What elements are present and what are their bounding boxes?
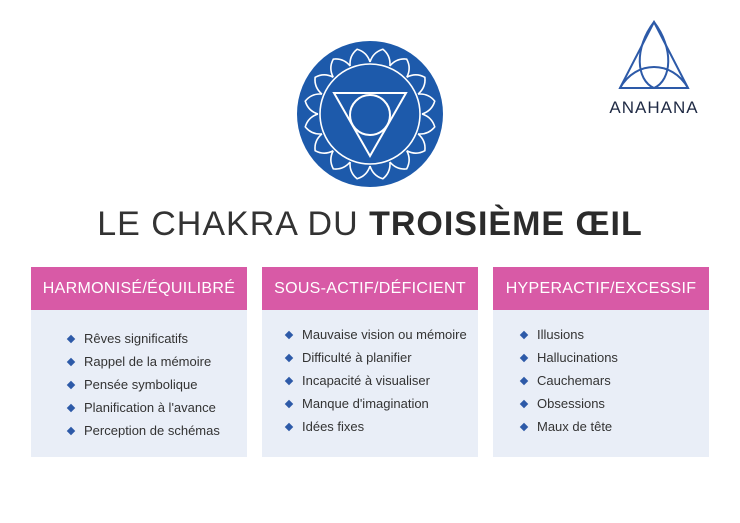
list-item xyxy=(286,369,478,392)
list-item xyxy=(68,327,247,350)
list-item-text: Pensée symbolique xyxy=(84,377,198,392)
list-item-text: Cauchemars xyxy=(537,373,611,388)
list-item xyxy=(521,392,709,415)
diamond-bullet-icon xyxy=(285,399,293,407)
panel-list xyxy=(493,323,709,438)
list-item xyxy=(521,346,709,369)
diamond-bullet-icon xyxy=(520,422,528,430)
logo-text: ANAHANA xyxy=(609,98,699,117)
list-item xyxy=(286,415,478,438)
list-item-text: Obsessions xyxy=(537,396,605,411)
list-item xyxy=(68,396,247,419)
list-item-text: Idées fixes xyxy=(302,419,365,434)
trinity-knot-icon xyxy=(616,18,692,94)
list-item-text: Rappel de la mémoire xyxy=(84,354,212,369)
panel-header: HARMONISÉ/ÉQUILIBRÉ xyxy=(31,267,247,310)
panel-header: HYPERACTIF/EXCESSIF xyxy=(493,267,709,310)
page-title xyxy=(0,205,740,244)
anahana-logo xyxy=(606,18,702,128)
list-item xyxy=(68,373,247,396)
diamond-bullet-icon xyxy=(285,353,293,361)
list-item-text: Planification à l'avance xyxy=(84,400,216,415)
diamond-bullet-icon xyxy=(67,380,75,388)
diamond-bullet-icon xyxy=(285,376,293,384)
list-item xyxy=(286,323,478,346)
list-item-text: Manque d'imagination xyxy=(302,396,429,411)
diamond-bullet-icon xyxy=(285,422,293,430)
list-item xyxy=(286,392,478,415)
list-item xyxy=(521,415,709,438)
list-item-text: Perception de schémas xyxy=(84,423,220,438)
panel-harmonised xyxy=(31,267,247,457)
title-light: LE CHAKRA DU xyxy=(97,205,370,243)
list-item-text: Incapacité à visualiser xyxy=(302,373,430,388)
list-item xyxy=(68,350,247,373)
list-item-text: Mauvaise vision ou mémoire xyxy=(302,327,467,342)
chakra-symbol-icon xyxy=(296,40,444,188)
list-item xyxy=(68,419,247,442)
list-item xyxy=(286,346,478,369)
list-item-text: Difficulté à planifier xyxy=(302,350,412,365)
diamond-bullet-icon xyxy=(67,426,75,434)
diamond-bullet-icon xyxy=(520,353,528,361)
diamond-bullet-icon xyxy=(520,376,528,384)
panel-list xyxy=(262,323,478,438)
diamond-bullet-icon xyxy=(285,330,293,338)
diamond-bullet-icon xyxy=(520,399,528,407)
diamond-bullet-icon xyxy=(67,357,75,365)
list-item-text: Maux de tête xyxy=(537,419,613,434)
list-item xyxy=(521,369,709,392)
list-item-text: Rêves significatifs xyxy=(84,331,189,346)
list-item-text: Hallucinations xyxy=(537,350,618,365)
list-item-text: Illusions xyxy=(537,327,584,342)
panel-header: SOUS-ACTIF/DÉFICIENT xyxy=(262,267,478,310)
panel-underactive xyxy=(262,267,478,457)
diamond-bullet-icon xyxy=(67,334,75,342)
title-bold: TROISIÈME ŒIL xyxy=(369,205,643,243)
list-item xyxy=(521,323,709,346)
diamond-bullet-icon xyxy=(67,403,75,411)
diamond-bullet-icon xyxy=(520,330,528,338)
panel-list xyxy=(31,327,247,442)
panel-overactive xyxy=(493,267,709,457)
